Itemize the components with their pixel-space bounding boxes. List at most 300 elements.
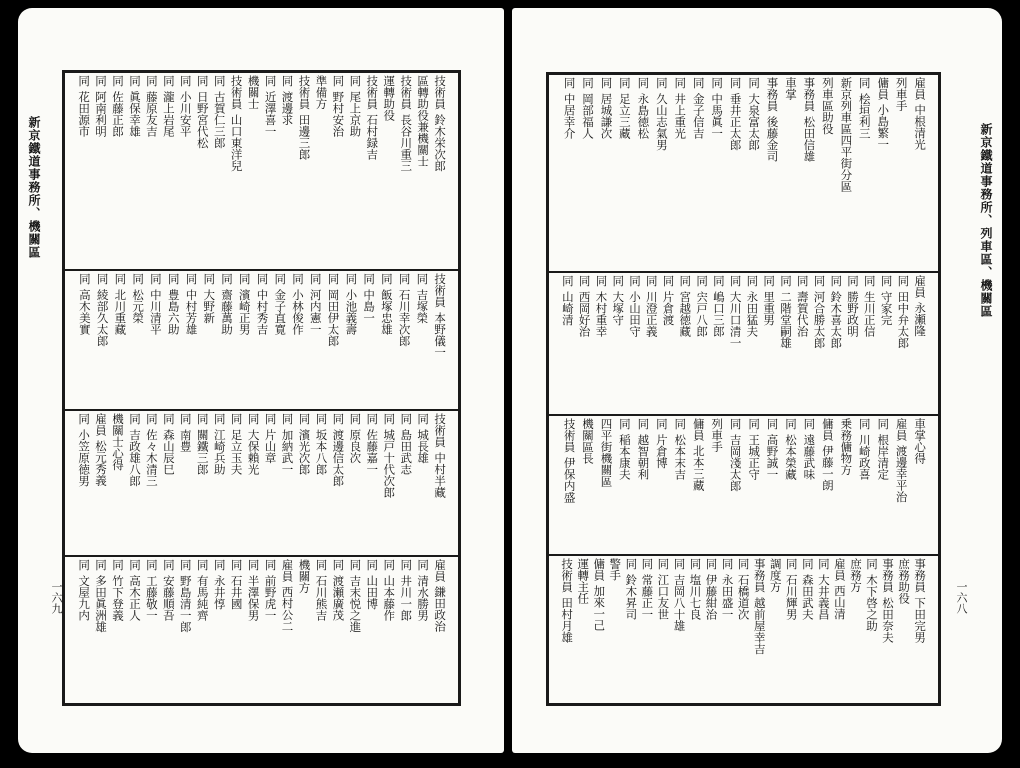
- entry-title: 同: [599, 77, 614, 89]
- entry-title: 同: [778, 275, 793, 287]
- roster-entry: [651, 77, 672, 271]
- entry-title: 同: [577, 275, 592, 287]
- entry-title: 同: [348, 75, 363, 87]
- entry-name: 川澄正義: [644, 290, 659, 337]
- entry-title: 同: [728, 275, 743, 287]
- entry-title: 同: [127, 75, 142, 87]
- entry-name: 石川輝男: [784, 573, 799, 620]
- entry-title: 同: [348, 559, 363, 571]
- entry-title: 同: [77, 559, 92, 571]
- entry-name: 伊保内盛: [562, 456, 577, 503]
- entry-name: 濱光次郎: [297, 428, 312, 475]
- entry-name: 豊島六助: [166, 288, 181, 335]
- entry-title: 同: [382, 559, 397, 571]
- entry-name: 小山田守: [627, 290, 642, 337]
- entry-title: 調度方: [768, 558, 783, 593]
- entry-name: 井上重光: [673, 92, 688, 139]
- entry-title: 同: [77, 413, 92, 425]
- entry-title: 同: [331, 75, 346, 87]
- entry-title: 同: [415, 273, 430, 285]
- entry-name: 小林俊作: [291, 288, 306, 335]
- entry-title: 技術員: [365, 75, 380, 110]
- entry-name: 垂井正太郎: [728, 92, 743, 150]
- roster-entry: [614, 418, 635, 556]
- entry-name: 近澤喜一: [263, 90, 278, 137]
- entry-title: 技術員: [433, 413, 448, 448]
- entry-title: 同: [747, 77, 762, 89]
- entry-title: 傭員: [876, 77, 891, 100]
- table-section: [549, 554, 938, 705]
- entry-name: 原良次: [348, 428, 363, 463]
- entry-title: 技術員: [560, 558, 575, 593]
- entry-name: 文屋九内: [77, 574, 92, 621]
- entry-name: 吉岡八十雄: [672, 573, 687, 631]
- entry-title: 同: [688, 558, 703, 570]
- entry-title: 同: [672, 558, 687, 570]
- entry-title: 同: [195, 413, 210, 425]
- roster-entry: [706, 77, 727, 271]
- entry-title: 同: [636, 77, 651, 89]
- entry-name: 西岡好治: [577, 290, 592, 337]
- roster-entry: [73, 559, 94, 705]
- entry-name: 小川安平: [178, 90, 193, 137]
- entry-title: 同: [611, 275, 626, 287]
- entry-name: 田邊三郎: [297, 113, 312, 160]
- entry-title: 警手: [608, 558, 623, 581]
- entry-name: 中村芳雄: [184, 288, 199, 335]
- entry-name: 渡邊幸平治: [894, 445, 909, 503]
- entry-title: 同: [399, 559, 414, 571]
- entry-title: 同: [331, 559, 346, 571]
- entry-name: 金子直寛: [273, 288, 288, 335]
- entry-title: 同: [661, 275, 676, 287]
- entry-name: 川崎政喜: [857, 433, 872, 480]
- entry-title: 技術員: [399, 75, 414, 110]
- entry-title: 同: [747, 418, 762, 430]
- entry-title: 同: [857, 418, 872, 430]
- entry-title: 同: [399, 413, 414, 425]
- roster-entry: [577, 77, 598, 271]
- entry-name: 小笠原徳男: [77, 428, 92, 486]
- page-number: 一六八: [955, 581, 968, 614]
- entry-name: 常藤正一: [640, 573, 655, 620]
- entry-title: 機關士心得: [110, 413, 125, 471]
- entry-name: 里重男: [762, 290, 777, 325]
- entry-name: 大泉富太郎: [747, 92, 762, 150]
- entry-name: 安藤順吾: [161, 574, 176, 621]
- entry-name: 眞保幸雄: [127, 90, 142, 137]
- roster-entry: [577, 418, 598, 556]
- entry-title: 同: [829, 275, 844, 287]
- roster-entry: [798, 418, 819, 556]
- entry-title: 同: [212, 75, 227, 87]
- entry-title: 同: [673, 77, 688, 89]
- entry-title: 同: [627, 275, 642, 287]
- entry-title: 區轉助役兼機關士: [416, 75, 431, 167]
- entry-name: 越智朝利: [636, 433, 651, 480]
- entry-name: 金子信吉: [691, 92, 706, 139]
- roster-entry: [651, 418, 672, 556]
- entry-title: 同: [246, 559, 261, 571]
- entry-name: 松田信雄: [802, 115, 817, 162]
- entry-title: 同: [745, 275, 760, 287]
- entry-name: 根岸清定: [876, 433, 891, 480]
- page-header: 新京鐵道事務所、機關區: [27, 116, 41, 259]
- entry-title: 同: [857, 77, 872, 89]
- entry-name: 阿南利明: [94, 90, 109, 137]
- table-frame: [546, 72, 941, 706]
- entry-name: 佐々木清三: [144, 428, 159, 486]
- entry-title: 同: [255, 273, 270, 285]
- entry-name: 田中弁太郎: [896, 290, 911, 348]
- entry-title: 同: [416, 559, 431, 571]
- entry-name: 大井義昌: [816, 573, 831, 620]
- entry-name: 藤原友吉: [144, 90, 159, 137]
- entry-name: 王城正守: [747, 433, 762, 480]
- roster-entry: [761, 77, 782, 271]
- entry-name: 松元秀義: [94, 440, 109, 486]
- entry-name: 木下啓之助: [864, 573, 879, 631]
- entry-name: 勝野政明: [846, 290, 861, 337]
- entry-title: 乗務傭物方: [839, 418, 854, 476]
- entry-title: 列車手: [710, 418, 725, 453]
- entry-name: 伊藤紺治: [704, 573, 719, 620]
- entry-name: 佐藤正郎: [110, 90, 125, 137]
- entry-title: 同: [331, 413, 346, 425]
- entry-title: 同: [178, 559, 193, 571]
- entry-title: 同: [178, 75, 193, 87]
- roster-entry: [761, 418, 782, 556]
- entry-title: 庶務助役: [897, 558, 912, 604]
- entry-title: 同: [736, 558, 751, 570]
- entry-name: 山口東洋兒: [229, 113, 244, 171]
- page-number: 一六九: [50, 581, 63, 614]
- entry-name: 久山志氣男: [654, 92, 669, 150]
- entry-title: 同: [229, 413, 244, 425]
- right-page: [512, 8, 1002, 753]
- entry-title: 雇員: [280, 559, 295, 582]
- entry-name: 清水勝男: [416, 574, 431, 621]
- table-section: [549, 75, 938, 271]
- entry-name: 伊藤一朗: [820, 445, 835, 491]
- entry-title: 事務員: [802, 77, 817, 112]
- roster-entry: [909, 418, 930, 556]
- entry-title: 同: [644, 275, 659, 287]
- entry-name: 江口友世: [656, 573, 671, 620]
- entry-title: 同: [237, 273, 252, 285]
- entry-title: 事務員: [913, 558, 928, 593]
- entry-title: 同: [846, 275, 861, 287]
- entry-title: 同: [95, 273, 110, 285]
- entry-name: 塩川七良: [688, 573, 703, 620]
- entry-title: 同: [379, 273, 394, 285]
- roster-entry: [557, 275, 578, 416]
- entry-title: 庶務方: [848, 558, 863, 593]
- entry-title: 新京列車區四平街分區: [839, 77, 854, 192]
- entry-title: 同: [382, 413, 397, 425]
- roster-entry: [854, 418, 875, 556]
- entry-name: 桧垣利三: [857, 92, 872, 139]
- entry-title: 同: [594, 275, 609, 287]
- entry-name: 中川清平: [148, 288, 163, 335]
- entry-name: 佐藤嘉一: [365, 428, 380, 475]
- entry-title: 同: [812, 275, 827, 287]
- entry-name: 吉政雄八郎: [127, 428, 142, 486]
- entry-name: 越前屋幸吉: [752, 596, 767, 654]
- roster-entry: [614, 77, 635, 271]
- entry-title: 同: [636, 418, 651, 430]
- entry-name: 木村重幸: [594, 290, 609, 337]
- entry-name: 加納武一: [280, 428, 295, 475]
- roster-entry: [743, 77, 764, 271]
- entry-name: 吉末悦之進: [348, 574, 363, 632]
- entry-name: 田村月雄: [560, 596, 575, 643]
- entry-title: 同: [876, 418, 891, 430]
- entry-title: 同: [229, 559, 244, 571]
- roster-entry: [891, 77, 912, 271]
- roster-entry: [73, 75, 94, 269]
- entry-name: 鈴木栄次郎: [433, 113, 448, 171]
- entry-title: 同: [202, 273, 217, 285]
- entry-title: 同: [784, 558, 799, 570]
- entry-title: 同: [562, 77, 577, 89]
- entry-title: 同: [728, 77, 743, 89]
- entry-name: 齋藤萬助: [219, 288, 234, 335]
- entry-title: 同: [110, 75, 125, 87]
- roster-entry: [743, 418, 764, 556]
- entry-name: 中根清光: [913, 104, 928, 150]
- entry-name: 森山辰巳: [161, 428, 176, 475]
- entry-title: 雇員: [94, 413, 109, 436]
- entry-title: 同: [864, 558, 879, 570]
- entry-name: 城長雄: [416, 428, 431, 463]
- entry-name: 飯塚忠雄: [379, 288, 394, 335]
- entry-title: 同: [762, 275, 777, 287]
- entry-title: 同: [765, 418, 780, 430]
- entry-title: 雇員: [913, 77, 928, 100]
- roster-entry: [558, 418, 579, 556]
- entry-name: 大塚守: [611, 290, 626, 325]
- roster-entry: [872, 77, 893, 271]
- entry-title: 同: [144, 75, 159, 87]
- entry-title: 事務員: [881, 558, 896, 593]
- entry-name: 鎌田政治: [433, 586, 448, 632]
- entry-name: 二階堂嗣雄: [778, 290, 793, 348]
- entry-name: 足立三藏: [617, 92, 632, 139]
- entry-title: 同: [365, 413, 380, 425]
- entry-name: 西村公二: [280, 586, 295, 632]
- entry-title: 技術員: [229, 75, 244, 110]
- entry-title: 同: [617, 418, 632, 430]
- entry-name: 山崎清: [560, 290, 575, 325]
- entry-title: 機關區長: [581, 418, 596, 464]
- entry-name: 高木正人: [127, 574, 142, 621]
- entry-name: 渡邊信太郎: [331, 428, 346, 486]
- entry-name: 瀧上岩尾: [161, 90, 176, 137]
- entry-name: 永田猛夫: [745, 290, 760, 337]
- entry-name: 壽賀代治: [795, 290, 810, 337]
- entry-name: 遠藤武味: [802, 433, 817, 480]
- entry-title: 同: [560, 275, 575, 287]
- entry-name: 古賀仁三郎: [212, 90, 227, 148]
- entry-name: 吉塚榮: [415, 288, 430, 323]
- entry-name: 石村録吉: [365, 113, 380, 160]
- entry-name: 野島清一郎: [178, 574, 193, 632]
- entry-title: 同: [711, 275, 726, 287]
- entry-name: 居城謙次: [599, 92, 614, 139]
- entry-title: 列車區助役: [820, 77, 835, 135]
- entry-name: 石井國: [229, 574, 244, 609]
- entry-name: 工藤敬一: [144, 574, 159, 621]
- entry-title: 機關方: [297, 559, 312, 594]
- entry-name: 前野虎一: [263, 574, 278, 621]
- entry-title: 同: [273, 273, 288, 285]
- entry-name: 高野誠一: [765, 433, 780, 480]
- roster-entry: [669, 77, 690, 271]
- entry-title: 同: [263, 75, 278, 87]
- entry-name: 後藤金司: [765, 115, 780, 162]
- entry-title: 同: [728, 418, 743, 430]
- entry-name: 岡田伊太郎: [326, 288, 341, 346]
- entry-name: 大川口清一: [728, 290, 743, 348]
- entry-title: 同: [280, 413, 295, 425]
- entry-title: 同: [362, 273, 377, 285]
- roster-entry: [558, 77, 579, 271]
- entry-name: 加來一己: [592, 585, 607, 631]
- entry-title: 技術員: [562, 418, 577, 453]
- entry-title: 同: [816, 558, 831, 570]
- entry-title: 同: [365, 559, 380, 571]
- roster-entry: [73, 413, 94, 557]
- entry-title: 同: [326, 273, 341, 285]
- entry-title: 同: [654, 418, 669, 430]
- entry-name: 南豊: [178, 428, 193, 452]
- entry-name: 吉岡淺太郎: [728, 433, 743, 491]
- entry-title: 同: [144, 559, 159, 571]
- entry-title: 技術員: [433, 75, 448, 110]
- entry-title: 同: [314, 413, 329, 425]
- entry-name: 中島一: [362, 288, 377, 323]
- entry-name: 河内憲一: [308, 288, 323, 335]
- entry-name: 竹下登義: [110, 574, 125, 621]
- entry-title: 同: [113, 273, 128, 285]
- entry-title: 同: [131, 273, 146, 285]
- entry-name: 片倉博: [654, 433, 669, 468]
- entry-name: 花田源市: [77, 90, 92, 137]
- entry-title: 同: [297, 413, 312, 425]
- entry-title: 同: [127, 559, 142, 571]
- entry-name: 永井惇: [212, 574, 227, 609]
- entry-title: 同: [397, 273, 412, 285]
- entry-title: 同: [195, 559, 210, 571]
- entry-title: 車掌心得: [913, 418, 928, 464]
- entry-name: 渡瀬廣茂: [331, 574, 346, 621]
- entry-title: 同: [862, 275, 877, 287]
- entry-title: 同: [161, 559, 176, 571]
- entry-name: 岡部福人: [581, 92, 596, 139]
- entry-title: 同: [802, 418, 817, 430]
- roster-entry: [854, 77, 875, 271]
- entry-name: 井川一郎: [399, 574, 414, 621]
- entry-name: 宍戸八郎: [695, 290, 710, 337]
- entry-name: 片倉渡: [661, 290, 676, 325]
- entry-title: 同: [691, 77, 706, 89]
- roster-entry: [688, 418, 709, 556]
- roster-entry: [725, 418, 746, 556]
- roster-entry: [835, 77, 856, 271]
- entry-title: 同: [581, 77, 596, 89]
- entry-title: 同: [110, 559, 125, 571]
- entry-title: 同: [161, 413, 176, 425]
- entry-title: 同: [263, 413, 278, 425]
- entry-title: 同: [617, 77, 632, 89]
- entry-title: 技術員: [297, 75, 312, 110]
- entry-name: 大野新: [202, 288, 217, 323]
- entry-title: 事務員: [765, 77, 780, 112]
- roster-entry: [632, 77, 653, 271]
- entry-title: 傭員: [592, 558, 607, 581]
- entry-name: 綾部久太郎: [95, 288, 110, 346]
- roster-entry: [669, 418, 690, 556]
- entry-name: 江崎兵助: [212, 428, 227, 475]
- roster-entry: [835, 418, 856, 556]
- entry-title: 同: [184, 273, 199, 285]
- entry-name: 中居幸介: [562, 92, 577, 139]
- entry-title: 同: [673, 418, 688, 430]
- roster-entry: [556, 558, 577, 705]
- entry-name: 生川正信: [862, 290, 877, 337]
- entry-title: 同: [291, 273, 306, 285]
- entry-title: 準備方: [314, 75, 329, 110]
- entry-title: 運轉主任: [576, 558, 591, 604]
- table-section: [549, 414, 938, 556]
- entry-title: 同: [212, 559, 227, 571]
- table-section: [549, 271, 938, 416]
- entry-title: 傭員: [820, 418, 835, 441]
- entry-title: 雇員: [433, 559, 448, 582]
- left-page: [18, 8, 504, 753]
- entry-name: 小島繁一: [876, 104, 891, 150]
- roster-entry: [891, 418, 912, 556]
- entry-title: 機關士: [246, 75, 261, 110]
- entry-title: 同: [166, 273, 181, 285]
- roster-entry: [688, 77, 709, 271]
- entry-name: 半澤保男: [246, 574, 261, 621]
- table-section: [65, 409, 458, 557]
- entry-title: 同: [344, 273, 359, 285]
- roster-entry: [595, 418, 616, 556]
- roster-entry: [706, 418, 727, 556]
- entry-title: 運轉助役: [382, 75, 397, 121]
- entry-name: 城戸十代次郎: [382, 428, 397, 498]
- entry-title: 同: [314, 559, 329, 571]
- entry-title: 同: [710, 77, 725, 89]
- entry-name: 石川熊吉: [314, 574, 329, 621]
- entry-name: 松田奈夫: [881, 596, 896, 643]
- entry-name: 尾上京助: [348, 90, 363, 137]
- entry-title: 同: [94, 559, 109, 571]
- roster-entry: [780, 77, 801, 271]
- entry-title: 雇員: [832, 558, 847, 581]
- entry-name: 野村安治: [331, 90, 346, 137]
- entry-name: 鈴木昇司: [624, 573, 639, 620]
- roster-entry: [817, 418, 838, 556]
- entry-name: 永田盛一: [720, 573, 735, 620]
- entry-name: 山本藤作: [382, 574, 397, 621]
- roster-entry: [780, 418, 801, 556]
- entry-title: 同: [695, 275, 710, 287]
- entry-title: 四平街機關區: [599, 418, 614, 487]
